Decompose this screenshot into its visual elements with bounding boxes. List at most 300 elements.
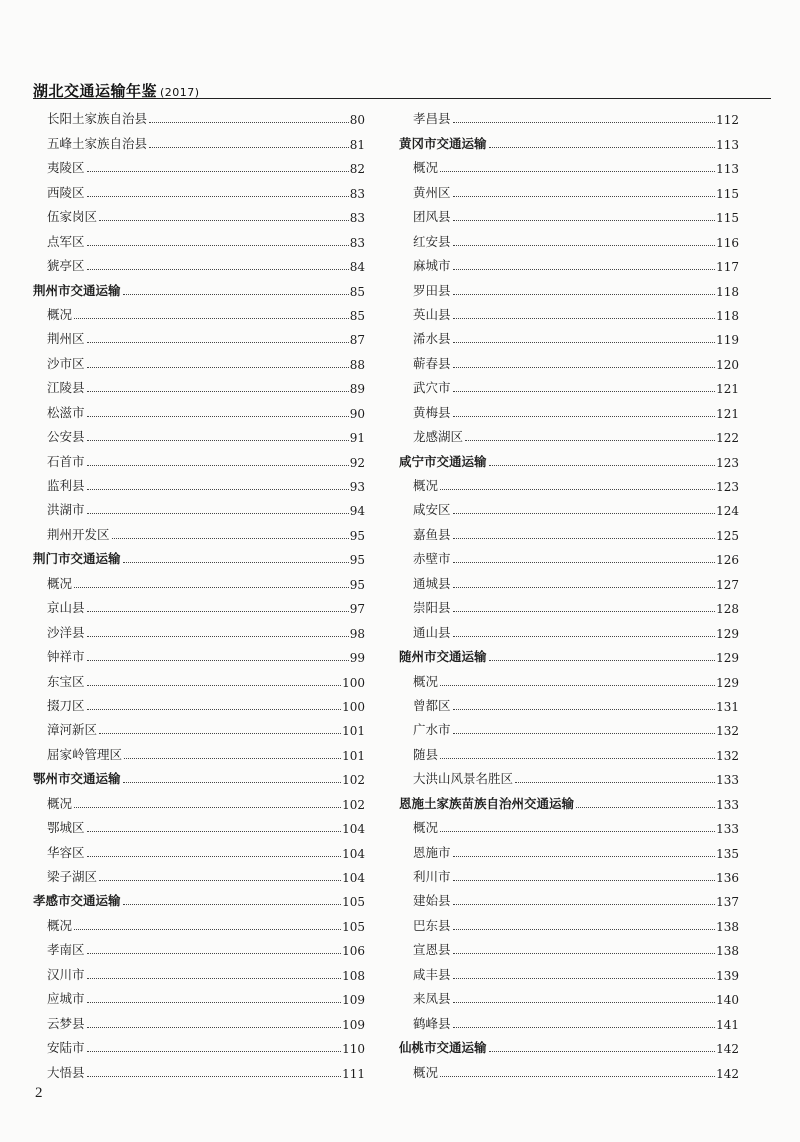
dot-leader	[453, 929, 716, 930]
toc-entry[interactable]	[399, 176, 739, 200]
toc-entry-label: 随州市交通运输	[399, 649, 487, 665]
toc-entry[interactable]	[33, 934, 365, 958]
toc-entry[interactable]	[399, 103, 739, 127]
toc-entry-label: 宣恩县	[413, 942, 451, 958]
toc-entry[interactable]	[399, 543, 739, 567]
toc-entry-label: 巴东县	[413, 917, 451, 933]
toc-entry-page: 138	[716, 944, 739, 959]
toc-entry-label: 东宝区	[47, 673, 85, 689]
dot-leader	[124, 758, 341, 759]
toc-entry-label: 概况	[413, 160, 439, 176]
toc-entry-label: 安陆市	[47, 1040, 85, 1056]
toc-entry-label: 江陵县	[47, 380, 85, 396]
toc-entry-page: 137	[716, 895, 739, 910]
toc-entry-page: 100	[342, 675, 365, 690]
toc-entry-label: 监利县	[47, 478, 85, 493]
dot-leader	[123, 782, 342, 783]
toc-entry[interactable]	[33, 396, 365, 420]
dot-leader	[87, 391, 349, 392]
toc-entry-label: 咸宁市交通运输	[399, 453, 487, 469]
toc-entry-label: 红安县	[413, 233, 451, 249]
toc-entry-page: 82	[349, 162, 365, 177]
toc-entry[interactable]	[399, 225, 739, 249]
toc-section-entry[interactable]	[33, 763, 365, 787]
toc-entry-page: 133	[716, 822, 739, 837]
toc-entry-label: 梁子湖区	[47, 869, 98, 884]
toc-entry-page: 118	[716, 308, 739, 323]
toc-entry-page: 95	[349, 553, 365, 568]
toc-entry[interactable]	[399, 470, 739, 494]
toc-entry-label: 概况	[413, 673, 439, 689]
toc-entry-label: 公安县	[47, 429, 85, 445]
toc-entry-label: 恩施土家族苗族自治州交通运输	[399, 795, 575, 811]
toc-entry[interactable]	[33, 250, 365, 274]
toc-entry-label: 崇阳县	[413, 600, 451, 616]
toc-entry-label: 团风县	[413, 209, 451, 225]
toc-entry[interactable]	[399, 983, 739, 1007]
toc-entry-label: 应城市	[47, 991, 85, 1007]
toc-entry[interactable]	[33, 812, 365, 836]
toc-entry-label: 蕲春县	[413, 355, 451, 371]
toc-entry-label: 通山县	[413, 624, 451, 640]
dot-leader	[87, 440, 349, 441]
toc-entry[interactable]	[399, 347, 739, 371]
toc-entry[interactable]	[33, 176, 365, 200]
toc-entry[interactable]	[399, 836, 739, 860]
dot-leader	[99, 733, 341, 734]
toc-entry[interactable]	[33, 372, 365, 396]
toc-entry-page: 138	[716, 919, 739, 934]
toc-entry-page: 142	[716, 1066, 739, 1081]
toc-entry[interactable]	[399, 738, 739, 762]
toc-entry[interactable]	[33, 616, 365, 640]
toc-entry[interactable]	[33, 299, 365, 323]
toc-entry-page: 117	[716, 260, 739, 275]
toc-entry-page: 101	[342, 724, 365, 739]
toc-entry-page: 125	[716, 528, 739, 543]
toc-entry-label: 孝南区	[47, 942, 85, 958]
toc-entry-page: 139	[716, 968, 739, 983]
toc-entry-page: 99	[349, 651, 365, 666]
toc-entry[interactable]	[33, 787, 365, 811]
dot-leader	[87, 953, 342, 954]
toc-entry-label: 恩施市	[413, 844, 451, 860]
toc-entry-label: 麻城市	[413, 258, 451, 274]
toc-entry[interactable]	[33, 152, 365, 176]
toc-entry-label: 伍家岗区	[47, 209, 98, 225]
dot-leader	[453, 269, 716, 270]
toc-entry-page: 104	[342, 822, 365, 837]
dot-leader	[149, 122, 349, 123]
toc-entry-label: 概况	[413, 1064, 439, 1080]
toc-entry-label: 掇刀区	[47, 697, 85, 713]
toc-entry-page: 83	[349, 235, 365, 250]
toc-entry[interactable]	[399, 714, 739, 738]
toc-section-entry[interactable]	[33, 274, 365, 298]
toc-section-entry[interactable]	[399, 1032, 739, 1056]
toc-entry-page: 131	[716, 699, 739, 714]
toc-entry[interactable]	[33, 983, 365, 1007]
toc-entry-page: 141	[716, 1017, 739, 1032]
toc-entry-label: 曾都区	[413, 697, 451, 713]
toc-entry[interactable]	[33, 518, 365, 542]
toc-entry-page: 122	[716, 431, 739, 446]
yearbook-year: (2017)	[160, 86, 200, 99]
toc-entry-label: 京山县	[47, 600, 85, 616]
toc-entry-label: 石首市	[47, 453, 85, 469]
dot-leader	[87, 513, 349, 514]
toc-entry[interactable]	[399, 958, 739, 982]
toc-entry-page: 98	[349, 626, 365, 641]
dot-leader	[87, 342, 349, 343]
toc-entry-page: 120	[716, 357, 739, 372]
dot-leader	[87, 1051, 342, 1052]
running-header	[33, 78, 771, 99]
toc-entry-page: 110	[342, 1042, 365, 1057]
toc-entry-label: 长阳土家族自治县	[47, 111, 148, 127]
toc-entry-page: 129	[716, 675, 739, 690]
dot-leader	[453, 953, 716, 954]
toc-entry-label: 嘉鱼县	[413, 526, 451, 542]
toc-entry-page: 132	[716, 748, 739, 763]
dot-leader	[87, 245, 349, 246]
toc-entry-label: 汉川市	[47, 966, 85, 982]
toc-entry-page: 132	[716, 724, 739, 739]
toc-entry[interactable]	[399, 763, 739, 787]
dot-leader	[87, 856, 342, 857]
toc-entry-page: 118	[716, 284, 739, 299]
toc-entry[interactable]	[33, 861, 365, 885]
toc-entry-page: 123	[716, 455, 739, 470]
toc-entry-page: 109	[342, 1017, 365, 1032]
toc-entry-page: 133	[716, 797, 739, 812]
dot-leader	[453, 391, 716, 392]
toc-entry-label: 利川市	[413, 869, 451, 884]
toc-entry[interactable]	[33, 470, 365, 494]
dot-leader	[87, 978, 342, 979]
toc-entry[interactable]	[33, 347, 365, 371]
toc-section-entry[interactable]	[33, 543, 365, 567]
toc-entry-label: 概况	[47, 306, 73, 322]
dot-leader	[87, 416, 349, 417]
toc-entry[interactable]	[33, 225, 365, 249]
dot-leader	[489, 147, 716, 148]
toc-entry[interactable]	[399, 665, 739, 689]
toc-entry-label: 鄂城区	[47, 820, 85, 836]
toc-entry[interactable]	[33, 738, 365, 762]
toc-entry-page: 95	[349, 577, 365, 592]
toc-entry-label: 洪湖市	[47, 502, 85, 518]
toc-entry-label: 概况	[47, 917, 73, 933]
toc-entry[interactable]	[33, 690, 365, 714]
toc-entry-label: 概况	[47, 795, 73, 811]
toc-entry-page: 104	[342, 846, 365, 861]
toc-entry-page: 113	[716, 162, 739, 177]
toc-entry-page: 81	[349, 137, 365, 152]
dot-leader	[453, 880, 716, 881]
toc-entry-page: 100	[342, 699, 365, 714]
toc-entry-page: 129	[716, 626, 739, 641]
toc-entry-label: 孝感市交通运输	[33, 893, 121, 909]
toc-entry-label: 随县	[413, 746, 439, 762]
dot-leader	[453, 538, 716, 539]
dot-leader	[453, 294, 716, 295]
toc-entry[interactable]	[399, 1007, 739, 1031]
toc-entry[interactable]	[33, 714, 365, 738]
toc-entry-page: 128	[716, 602, 739, 617]
toc-entry-label: 孝昌县	[413, 111, 451, 127]
dot-leader	[453, 318, 716, 319]
toc-entry-label: 概况	[413, 478, 439, 493]
toc-entry[interactable]	[399, 372, 739, 396]
toc-entry[interactable]	[33, 836, 365, 860]
toc-entry[interactable]	[399, 323, 739, 347]
toc-entry[interactable]	[399, 567, 739, 591]
toc-entry-label: 浠水县	[413, 331, 451, 347]
toc-entry-page: 90	[349, 406, 365, 421]
toc-entry-label: 武穴市	[413, 380, 451, 396]
toc-entry-label: 荆州市交通运输	[33, 282, 121, 298]
toc-entry[interactable]	[33, 445, 365, 469]
toc-entry-page: 113	[716, 137, 739, 152]
toc-entry-page: 109	[342, 993, 365, 1008]
toc-entry-label: 夷陵区	[47, 160, 85, 176]
toc-entry-page: 140	[716, 993, 739, 1008]
toc-entry-page: 87	[349, 333, 365, 348]
toc-entry[interactable]	[33, 103, 365, 127]
dot-leader	[440, 171, 715, 172]
dot-leader	[87, 709, 342, 710]
dot-leader	[87, 611, 349, 612]
yearbook-title	[33, 80, 200, 101]
toc-entry-page: 104	[342, 871, 365, 885]
toc-entry-label: 英山县	[413, 306, 451, 322]
toc-entry[interactable]	[33, 567, 365, 591]
toc-entry[interactable]	[399, 1056, 739, 1080]
toc-entry[interactable]	[399, 592, 739, 616]
toc-section-entry[interactable]	[399, 787, 739, 811]
toc-section-entry[interactable]	[33, 885, 365, 909]
dot-leader	[453, 733, 716, 734]
toc-entry[interactable]	[33, 641, 365, 665]
toc-entry[interactable]	[33, 1056, 365, 1080]
dot-leader	[453, 245, 716, 246]
toc-entry-label: 沙洋县	[47, 624, 85, 640]
toc-entry-page: 133	[716, 773, 739, 788]
toc-entry[interactable]	[399, 616, 739, 640]
toc-entry[interactable]	[399, 494, 739, 518]
dot-leader	[576, 807, 715, 808]
toc-entry[interactable]	[399, 934, 739, 958]
toc-entry[interactable]	[399, 909, 739, 933]
dot-leader	[123, 562, 349, 563]
dot-leader	[453, 562, 716, 563]
dot-leader	[453, 636, 716, 637]
toc-entry-page: 105	[342, 895, 365, 910]
toc-entry-page: 91	[349, 431, 365, 446]
toc-entry-label: 来凤县	[413, 991, 451, 1007]
toc-entry-label: 咸安区	[413, 502, 451, 518]
dot-leader	[453, 1027, 716, 1028]
toc-entry[interactable]	[33, 592, 365, 616]
toc-entry[interactable]	[33, 1032, 365, 1056]
toc-entry-label: 大悟县	[47, 1064, 85, 1080]
toc-entry[interactable]	[399, 274, 739, 298]
dot-leader	[453, 856, 716, 857]
dot-leader	[453, 342, 716, 343]
toc-entry[interactable]	[399, 690, 739, 714]
toc-entry-label: 黄冈市交通运输	[399, 135, 487, 151]
toc-entry-page: 84	[349, 260, 365, 275]
dot-leader	[87, 636, 349, 637]
dot-leader	[453, 220, 716, 221]
toc-right-column	[399, 103, 739, 1081]
dot-leader	[453, 587, 716, 588]
dot-leader	[465, 440, 715, 441]
dot-leader	[453, 611, 716, 612]
toc-entry[interactable]	[33, 494, 365, 518]
dot-leader	[489, 1051, 716, 1052]
toc-entry[interactable]	[33, 665, 365, 689]
toc-entry-page: 85	[349, 284, 365, 299]
toc-entry-label: 咸丰县	[413, 966, 451, 982]
dot-leader	[453, 978, 716, 979]
toc-entry-page: 126	[716, 553, 739, 568]
toc-entry-label: 猇亭区	[47, 258, 85, 274]
toc-entry-page: 136	[716, 871, 739, 885]
toc-entry[interactable]	[33, 127, 365, 151]
dot-leader	[453, 122, 716, 123]
toc-entry[interactable]	[33, 201, 365, 225]
toc-entry-label: 钟祥市	[47, 649, 85, 665]
toc-entry[interactable]	[33, 323, 365, 347]
toc-entry-page: 101	[342, 748, 365, 763]
toc-entry-label: 沙市区	[47, 355, 85, 371]
dot-leader	[440, 831, 715, 832]
toc-entry-label: 建始县	[413, 893, 451, 909]
dot-leader	[453, 904, 716, 905]
toc-entry[interactable]	[33, 1007, 365, 1031]
toc-entry[interactable]	[33, 958, 365, 982]
toc-entry-label: 大洪山风景名胜区	[413, 771, 514, 787]
toc-entry-label: 西陵区	[47, 184, 85, 200]
page-number: 2	[35, 1085, 43, 1101]
toc-entry[interactable]	[399, 885, 739, 909]
dot-leader	[453, 367, 716, 368]
toc-entry[interactable]	[399, 201, 739, 225]
toc-entry-label: 鄂州市交通运输	[33, 771, 121, 787]
toc-entry-label: 漳河新区	[47, 722, 98, 738]
dot-leader	[87, 269, 349, 270]
toc-entry[interactable]	[399, 861, 739, 885]
toc-entry-label: 通城县	[413, 575, 451, 591]
toc-entry-label: 华容区	[47, 844, 85, 860]
toc-entry-page: 88	[349, 357, 365, 372]
dot-leader	[87, 171, 349, 172]
toc-entry-label: 黄州区	[413, 184, 451, 200]
toc-entry-label: 云梦县	[47, 1015, 85, 1031]
dot-leader	[489, 660, 716, 661]
toc-entry[interactable]	[399, 152, 739, 176]
toc-entry-page: 102	[342, 797, 365, 812]
dot-leader	[87, 660, 349, 661]
toc-entry[interactable]	[399, 421, 739, 445]
toc-entry-page: 127	[716, 577, 739, 592]
dot-leader	[149, 147, 349, 148]
toc-entry[interactable]	[399, 396, 739, 420]
toc-entry-page: 119	[716, 333, 739, 348]
dot-leader	[74, 807, 341, 808]
toc-entry[interactable]	[399, 250, 739, 274]
toc-entry-page: 135	[716, 846, 739, 861]
dot-leader	[112, 538, 349, 539]
toc-entry-label: 五峰土家族自治县	[47, 135, 148, 151]
toc-entry-page: 97	[349, 602, 365, 617]
dot-leader	[440, 758, 715, 759]
toc-entry-page: 115	[716, 211, 739, 226]
dot-leader	[123, 294, 349, 295]
toc-entry-page: 92	[349, 455, 365, 470]
toc-section-entry[interactable]	[399, 127, 739, 151]
toc-section-entry[interactable]	[399, 445, 739, 469]
toc-entry-page: 102	[342, 773, 365, 788]
dot-leader	[453, 1002, 716, 1003]
toc-entry-label: 黄梅县	[413, 404, 451, 420]
dot-leader	[99, 220, 349, 221]
toc-entry-label: 鹤峰县	[413, 1015, 451, 1031]
toc-entry-label: 点军区	[47, 233, 85, 249]
toc-entry[interactable]	[33, 909, 365, 933]
toc-entry-page: 111	[342, 1066, 365, 1081]
toc-entry-label: 概况	[413, 820, 439, 836]
toc-entry-label: 广水市	[413, 722, 451, 738]
toc-entry-label: 赤壁市	[413, 551, 451, 567]
yearbook-title-text: 湖北交通运输年鉴	[33, 82, 158, 100]
dot-leader	[440, 489, 715, 490]
dot-leader	[74, 929, 341, 930]
toc-section-entry[interactable]	[399, 641, 739, 665]
toc-entry-page: 80	[349, 113, 365, 128]
dot-leader	[453, 196, 716, 197]
dot-leader	[87, 367, 349, 368]
dot-leader	[87, 489, 349, 490]
dot-leader	[515, 782, 715, 783]
toc-entry-page: 121	[716, 406, 739, 421]
toc-entry-label: 荆州区	[47, 331, 85, 347]
toc-entry-label: 仙桃市交通运输	[399, 1040, 487, 1056]
toc-entry-page: 124	[716, 504, 739, 519]
toc-entry-label: 荆州开发区	[47, 526, 110, 542]
toc-entry[interactable]	[399, 299, 739, 323]
dot-leader	[440, 685, 715, 686]
toc-entry-page: 121	[716, 382, 739, 397]
toc-entry-page: 106	[342, 944, 365, 959]
dot-leader	[123, 904, 342, 905]
dot-leader	[87, 685, 342, 686]
dot-leader	[87, 1076, 342, 1077]
dot-leader	[453, 709, 716, 710]
toc-entry-page: 83	[349, 211, 365, 226]
toc-entry-label: 屈家岭管理区	[47, 746, 123, 762]
toc-entry[interactable]	[399, 812, 739, 836]
toc-entry[interactable]	[33, 421, 365, 445]
toc-entry[interactable]	[399, 518, 739, 542]
dot-leader	[87, 1027, 342, 1028]
toc-entry-page: 115	[716, 186, 739, 201]
dot-leader	[99, 880, 341, 881]
dot-leader	[453, 416, 716, 417]
toc-entry-page: 83	[349, 186, 365, 201]
